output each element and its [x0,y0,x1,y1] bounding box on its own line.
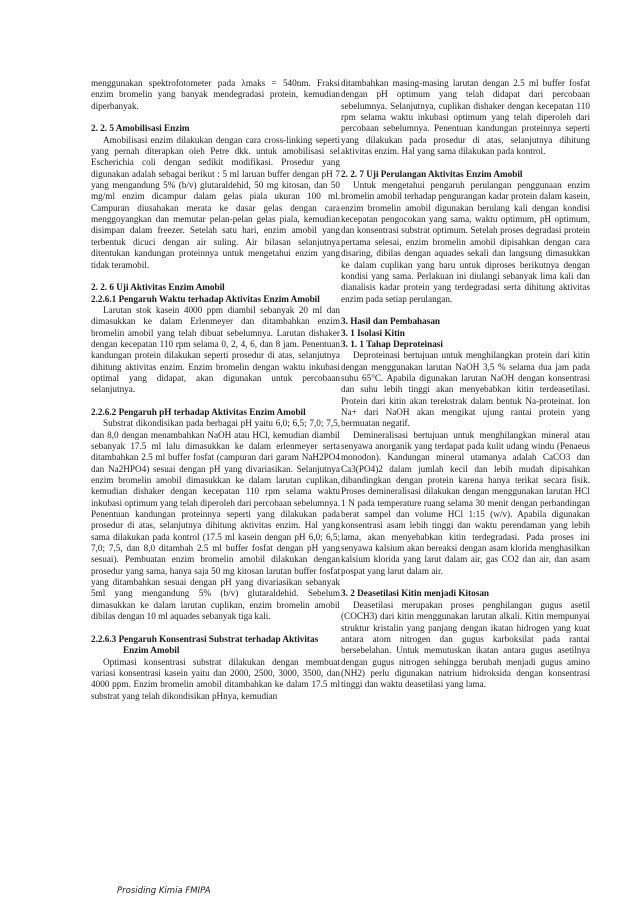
heading-2-2-6-1: 2.2.6.1 Pengaruh Waktu terhadap Aktivitas Enzim Amobil [91,293,320,304]
paragraph-2-2-5: Amobilisasi enzim dilakukan dengan cara cross-linking seperti yang pernah diterapkan oleh Petre dkk. untuk amobilisasi sel Escherichia coli dengan sedikit modifikasi. Prosedur yang digunakan adalah sebagai berikut : 5 ml laruan buffer dengan pH 7 yang mengandung 5% (b/v) glutaraldehid, 50 mg kitosan, dan 50 mg/ml enzim dicampur dalam gelas piala ukuran 100 ml. Campuran diusahakan merata ke dasar gelas dengan cara menggoyangkan dan memutar pelan-pelan gelas piala, kemudian disimpan dalam freezer. Setelah satu hari, enzim amobil yang terbentuk dicuci dengan air suling. Air bilasan selanjutnya ditentukan kandungan proteinnya untuk mengetahui enzim yang tidak teramobil. [91,134,340,270]
heading-3-1-1: 3. 1. 1 Tahap Deproteinasi [341,338,443,349]
heading-2-2-6-3: 2.2.6.3 Pengaruh Konsentrasi Substrat terhadap Aktivitas Enzim Amobil [91,633,319,656]
heading-3-1: 3. 1 Isolasi Kitin [341,327,405,338]
heading-2-2-5: 2. 2. 5 Amobilisasi Enzim [91,123,190,134]
heading-3-2: 3. 2 Deasetilasi Kitin menjadi Kitosan [341,588,490,599]
right-column [341,78,590,691]
paragraph-2-2-6-2: Substrat dikondisikan pada berbagai pH yaitu 6,0; 6,5; 7,0; 7,5, dan 8,0 dengan menambahkan NaOH atau HCl, kemudian diambil sebanyak 17.5 ml lalu dimasukkan ke dalam erlenmeyer serta ditambahkan 2.5 ml buffer fosfat (campuran dari garam NaH2PO4 dan Na2HPO4) sesuai dengan pH yang divariasikan. Selanjutnya enzim bromelin amobil dimasukkan ke dalam larutan cuplikan, kemudian dishaker dengan kecepatan 110 rpm selama waktu inkubasi optimum yang telah diperoleh dari percobaan sebelumnya. Penentuan kandungan proteinnya seperti yang dilakukan pada prosedur di atas, selanjutnya dihitung aktivitas enzim. Hal yang sama dilakukan pada kontrol (17.5 ml kasein dengan pH 6,0; 6,5; 7,0; 7,5, dan 8,0 ditambah 2.5 ml buffer fosfat dengan pH yang sesuai). Pembuatan enzim bromelin amobil dilakukan dengan prosedur yang sama, hanya saja 50 mg kitosan larutan buffer fosfat yang ditambahkan sesuai dengan pH yang divariasikan sebanyak 5ml yang mengandung 5% (b/v) glutaraldehid. Sebelum dimasukkan ke dalam larutan cuplikan, enzim bromelin amobil dibilas dengan 10 ml aquades sebanyak tiga kali. [91,418,341,622]
paragraph-2-2-6-1: Larutan stok kasein 4000 ppm diambil sebanyak 20 ml dan dimasukkan ke dalam Erlenmeyer dan ditambahkan enzim bromelin amobil yang telah dibuat sebelumnya. Larutan dishaker dengan kecepatan 110 rpm selama 0, 2, 4, 6, dan 8 jam. Penentuan kandungan protein dilakukan seperti prosedur di atas, selanjutnya dihitung aktivitas enzim. Enzim bromelin dengan waktu inkubasi optimal yang didapat, akan digunakan untuk percobaan selanjutnya. [91,304,340,395]
heading-3: 3. Hasil dan Pembahasan [341,316,441,327]
heading-2-2-7: 2. 2. 7 Uji Perulangan Aktivitas Enzim Amobil [341,168,523,179]
paragraph-demineralisasi: Demineralisasi bertujuan untuk menghilangkan mineral atau senyawa anorganik yang terdapat pada kulit udang windu (Penaeus monodon). Kandungan mineral utamanya adalah CaCO3 dan Ca3(PO4)2 dalam jumlah kecil dan lebih mudah dipisahkan dibandingkan dengan protein karena hanya terikat secara fisik. Proses demineralisasi dilakukan dengan menggunakan larutan HCl 1 N pada temperature ruang selama 30 menit dengan perbandingan berat sampel dan volume HCl 1:15 (w/v). Apabila digunakan konsentrasi asam lebih tinggi dan waktu perendaman yang lebih lama, akan menyebabkan kitin terdegradasi. Pada proses ini senyawa kalsium akan bereaksi dengan asam klorida menghasilkan kalsium klorida yang larut dalam air, gas CO2 dan air, dan asam pospat yang larut dalam air. [341,429,590,576]
paragraph-3-2: Deasetilasi merupakan proses penghilangan gugus asetil (COCH3) dari kitin menggunakan larutan alkali. Kitin mempunyai struktur kristalin yang panjang dengan ikatan hidrogen yang kuat antara atom nitrogen dan gugus karboksilat pada rantai bersebelahan. Untuk memutuskan ikatan antara gugus asetilnya dengan gugus nitrogen sehingga berubah menjadi gugus amino (NH2) perlu digunakan natrium hidroksida dengan konsentrasi tinggi dan waktu deasetilasi yang lama. [341,599,590,690]
heading-2-2-6: 2. 2. 6 Uji Aktivitas Enzim Amobil [91,282,225,293]
paragraph-2-2-7: Untuk mengetahui pengaruh perulangan penggunaan enzim bromelin amobil terhadap pengurangan kadar protein dalam kasein, enzim bromelin amobil digunakan berulang kali dengan kondisi kecepatan pengocokan yang sama, waktu optimum, pH optimum, dan konsentrasi substrat optimum. Setelah proses degradasi protein pertama selesai, enzim bromelin amobil dipisahkan dengan cara disaring, dibilas dengan aquades sekali dan langsung dimasukkan ke dalam cuplikan yang baru untuk diproses berikutnya dengan kondisi yang sama. Perlakuan ini diulangi sebanyak lima kali dan dianalisis kadar protein yang terdegradasi serta dihitung aktivitas enzim pada setiap perulangan. [341,180,590,304]
paragraph-3-1-1: Deproteinasi bertujuan untuk menghilangkan protein dari kitin dengan menggunakan larutan NaOH 3,5 % selama dua jam pada suhu 65°C. Apabila digunakan larutan NaOH dengan konsentrasi dan suhu lebih tinggi akan menyebabkan kitin terdeasetilasi. Protein dari kitin akan terekstrak dalam bentuk Na-proteinat. Ion Na+ dari NaOH akan mengikat ujung rantai protein yang bermuatan negatif. [341,350,590,429]
paragraph-2-2-6-3: Optimasi konsentrasi substrat dilakukan dengan membuat variasi konsentrasi kasein yaitu dan 2000, 2500, 3000, 3500, dan 4000 ppm. Enzim bromelin amobil ditambahkan ke dalam 17.5 ml substrat yang telah dikondisikan pHnya, kemudian [91,656,340,701]
heading-2-2-6-2: 2.2.6.2 Pengaruh pH terhadap Aktivitas Enzim Amobil [91,406,306,417]
paragraph-continued: ditambahkan masing-masing larutan dengan 2.5 ml buffer fosfat dengan pH optimum yang telah didapat dari percobaan sebelumnya. Selanjutnya, cuplikan dishaker dengan kecepatan 110 rpm selama waktu inkubasi optimum yang telah diperoleh dari percobaan sebelumnya. Penentuan kandungan proteinnya seperti yang dilakukan pada prosedur di atas, selanjutnya dihitung aktivitas enzim. Hal yang sama dilakukan pada kontrol. [341,78,590,157]
footer-proceedings: Prosiding Kimia FMIPA [117,886,211,896]
paragraph-intro: menggunakan spektrofotometer pada λmaks = 540nm. Fraksi enzim bromelin yang banyak mendegradasi protein, kemudian diperbanyak. [91,78,340,111]
left-column [91,78,340,702]
